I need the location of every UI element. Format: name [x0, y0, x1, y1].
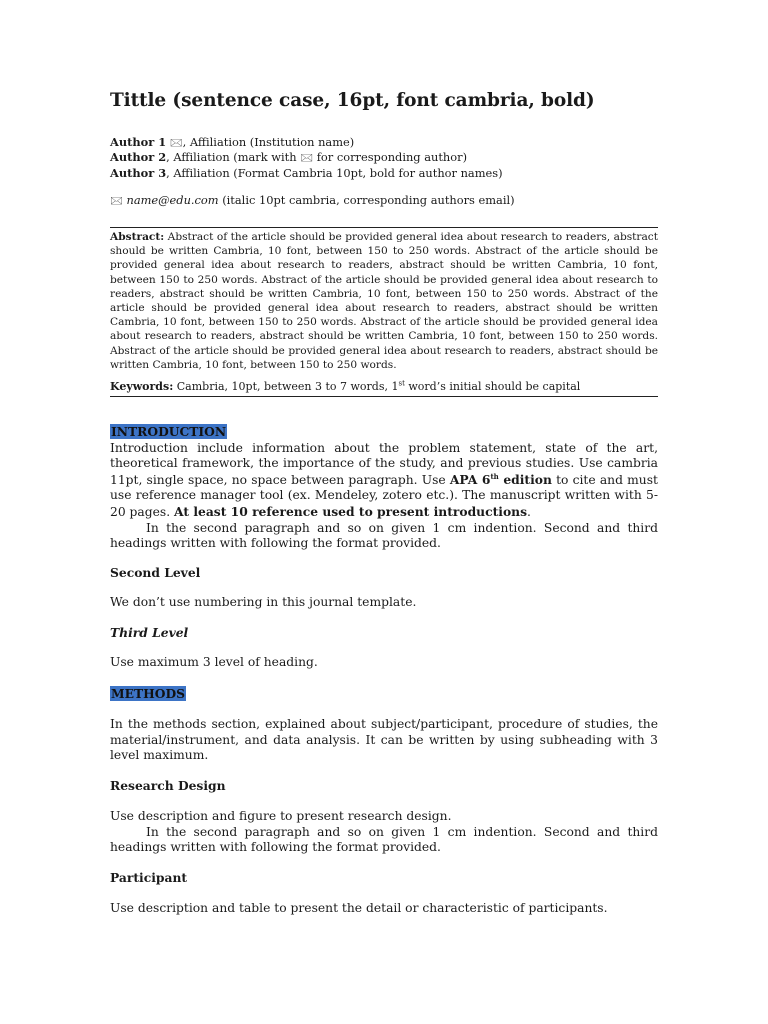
article-title: Tittle (sentence case, 16pt, font cambria, bold) [110, 90, 595, 111]
abstract [110, 230, 658, 372]
corresponding-email [110, 192, 515, 211]
email-note: (italic 10pt cambria, corresponding authors email) [218, 193, 515, 207]
author-name: Author 2 [110, 150, 167, 165]
research-design-section [110, 809, 658, 856]
research-design-heading: Research Design [110, 778, 226, 793]
keywords-label: Keywords: [110, 380, 174, 393]
abstract-label: Abstract: [110, 231, 165, 243]
author-affiliation: , Affiliation (Format Cambria 10pt, bold for author names) [166, 165, 503, 180]
introduction-paragraph-1: Introduction include information about the problem statement, state of the art, theoretical framework, the importance of the study, and previous studies. Use cambria 11pt, single space, no space between paragraph. Use APA 6th edition to cite and must use reference manager tool (ex. Mendeley, zotero etc.). The manuscript written with 5-20 pages. At least 10 reference used to present introductions. [110, 440, 658, 519]
participant-text: Use description and table to present the detail or characteristic of participants. [110, 901, 608, 915]
email-address[interactable]: name@edu.com [126, 193, 219, 207]
envelope-icon: 🖂 [300, 151, 314, 165]
keywords [110, 380, 580, 393]
abstract-text: Abstract of the article should be provided general idea about research to readers, abstract should be written Cambria, 10 font, between 150 to 250 words. Abstract of the article should be provided general idea about research to readers, abstract should be written Cambria, 10 font, between 150 to 250 words. Abstract of the article should be provided general idea about research to readers, abstract should be written Cambria, 10 font, between 150 to 250 words. Abstract of the article should be provided general idea about research to readers, abstract should be written Cambria, 10 font, between 150 to 250 words. Abstract of the article should be provided general idea about research to readers, abstract should be written Cambria, 10 font, between 150 to 250 words. Abstract of the article should be provided general idea about research to readers, abstract should be written Cambria, 10 font, between 150 to 250 words. [110, 231, 658, 371]
author-affiliation-note: for corresponding author) [313, 150, 468, 165]
envelope-icon: 🖂 [110, 194, 123, 207]
author-list [110, 135, 503, 180]
divider-top [110, 227, 658, 228]
third-level-heading: Third Level [110, 625, 189, 640]
envelope-icon: 🖂 [169, 136, 183, 149]
introduction-heading: INTRODUCTION [111, 424, 227, 439]
keywords-sup: st [398, 379, 405, 388]
research-design-paragraph-2: In the second paragraph and so on given 1 cm indention. Second and third headings written with following the format provided. [110, 824, 658, 855]
author-affiliation: , Affiliation (mark with [166, 150, 301, 165]
research-design-paragraph-1: Use description and figure to present research design. [110, 809, 452, 823]
second-level-heading: Second Level [110, 565, 201, 580]
introduction-section [110, 424, 658, 552]
author-name: Author 1 [110, 135, 167, 149]
methods-heading-row [110, 686, 658, 703]
author-affiliation: , Affiliation (Institution name) [182, 135, 355, 149]
methods-heading: METHODS [111, 686, 186, 701]
author-2 [110, 150, 503, 165]
introduction-paragraph-2: In the second paragraph and so on given 1 cm indention. Second and third headings written with following the format provided. [110, 520, 658, 551]
third-level-text: Use maximum 3 level of heading. [110, 655, 318, 669]
methods-text: In the methods section, explained about subject/participant, procedure of studies, the material/instrument, and data analysis. It can be written by using subheading with 3 level maximum. [110, 717, 658, 763]
second-level-text: We don’t use numbering in this journal template. [110, 595, 417, 609]
keywords-text-end: word’s initial should be capital [404, 380, 581, 393]
author-name: Author 3 [110, 165, 167, 180]
participant-heading: Participant [110, 870, 188, 885]
divider-bottom [110, 396, 658, 397]
author-3 [110, 166, 503, 180]
keywords-text: Cambria, 10pt, between 3 to 7 words, 1 [173, 380, 399, 393]
author-1 [110, 135, 503, 150]
